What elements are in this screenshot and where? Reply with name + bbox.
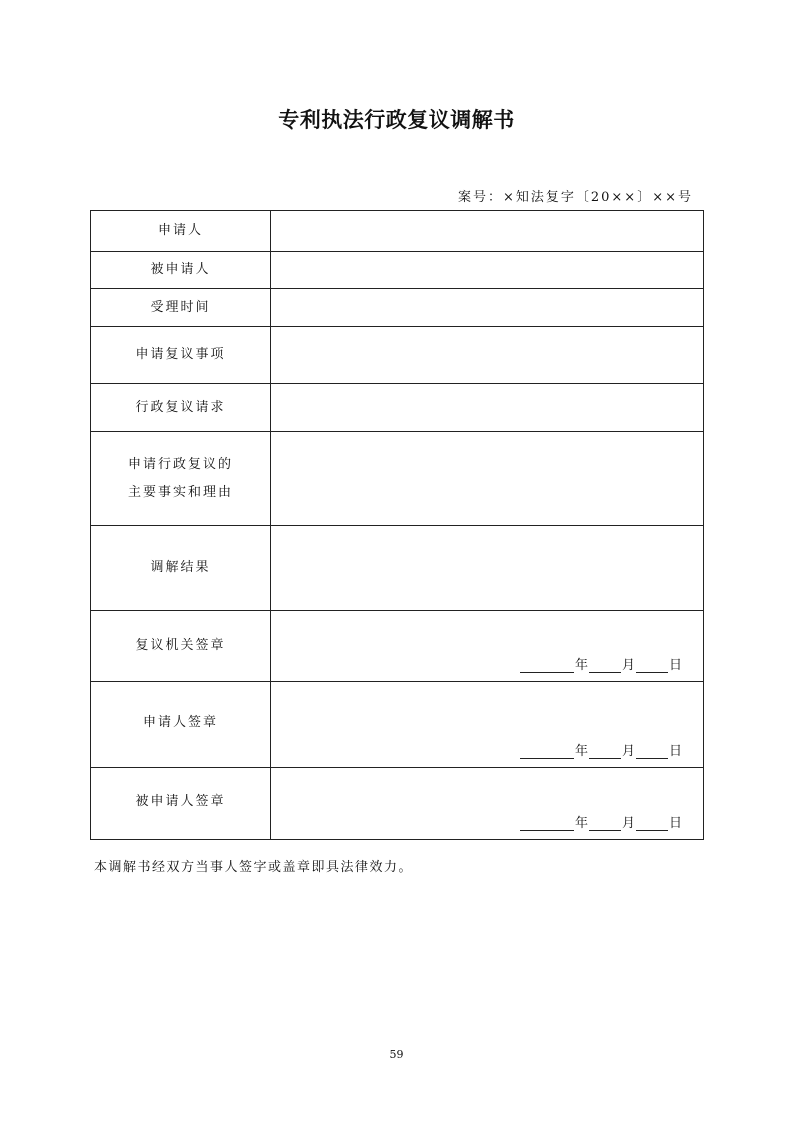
day-unit: 日 — [668, 744, 682, 759]
date-line — [520, 740, 683, 759]
signature-cell-respondent[interactable] — [271, 768, 704, 840]
row-label-facts-and-reasons — [91, 432, 271, 526]
label-line: 申请行政复议的 — [127, 456, 233, 472]
month-unit: 月 — [621, 744, 635, 759]
month-unit: 月 — [621, 816, 635, 831]
document-title: 专利执法行政复议调解书 — [278, 108, 515, 132]
table-row — [91, 252, 704, 289]
row-value-review-request[interactable] — [271, 384, 704, 432]
row-value-mediation-result[interactable] — [271, 526, 704, 611]
table-row — [91, 682, 704, 768]
row-label-review-matters: 申请复议事项 — [91, 327, 271, 384]
date-line — [520, 654, 683, 673]
year-unit: 年 — [574, 658, 588, 673]
row-value-acceptance-time[interactable] — [271, 289, 704, 327]
legal-effect-note: 本调解书经双方当事人签字或盖章即具法律效力。 — [94, 860, 414, 875]
row-label-review-agency-seal: 复议机关签章 — [91, 611, 271, 682]
table-row — [91, 289, 704, 327]
year-unit: 年 — [574, 816, 588, 831]
row-label-applicant-seal: 申请人签章 — [91, 682, 271, 768]
day-blank[interactable] — [636, 816, 668, 831]
row-label-mediation-result: 调解结果 — [91, 526, 271, 611]
year-blank[interactable] — [520, 658, 574, 673]
row-value-review-matters[interactable] — [271, 327, 704, 384]
row-label-review-request: 行政复议请求 — [91, 384, 271, 432]
month-blank[interactable] — [589, 744, 621, 759]
table-row — [91, 211, 704, 252]
row-label-respondent-seal: 被申请人签章 — [91, 768, 271, 840]
day-blank[interactable] — [636, 658, 668, 673]
label-line: 主要事实和理由 — [127, 484, 233, 500]
month-unit: 月 — [621, 658, 635, 673]
table-row — [91, 384, 704, 432]
row-value-respondent[interactable] — [271, 252, 704, 289]
row-value-facts-and-reasons[interactable] — [271, 432, 704, 526]
row-value-applicant[interactable] — [271, 211, 704, 252]
case-number: 案号：×知法复字〔20××〕××号 — [457, 190, 693, 205]
page-number: 59 — [389, 1048, 404, 1061]
month-blank[interactable] — [589, 658, 621, 673]
signature-cell-applicant[interactable] — [271, 682, 704, 768]
month-blank[interactable] — [589, 816, 621, 831]
year-unit: 年 — [574, 744, 588, 759]
day-unit: 日 — [668, 658, 682, 673]
table-row — [91, 432, 704, 526]
date-line — [520, 812, 683, 831]
year-blank[interactable] — [520, 816, 574, 831]
table-row — [91, 526, 704, 611]
table-row — [91, 611, 704, 682]
row-label-acceptance-time: 受理时间 — [91, 289, 271, 327]
row-label-respondent: 被申请人 — [91, 252, 271, 289]
year-blank[interactable] — [520, 744, 574, 759]
mediation-form-table — [90, 210, 704, 840]
table-row — [91, 327, 704, 384]
signature-cell-review-agency[interactable] — [271, 611, 704, 682]
day-unit: 日 — [668, 816, 682, 831]
table-row — [91, 768, 704, 840]
day-blank[interactable] — [636, 744, 668, 759]
row-label-applicant: 申请人 — [91, 211, 271, 252]
